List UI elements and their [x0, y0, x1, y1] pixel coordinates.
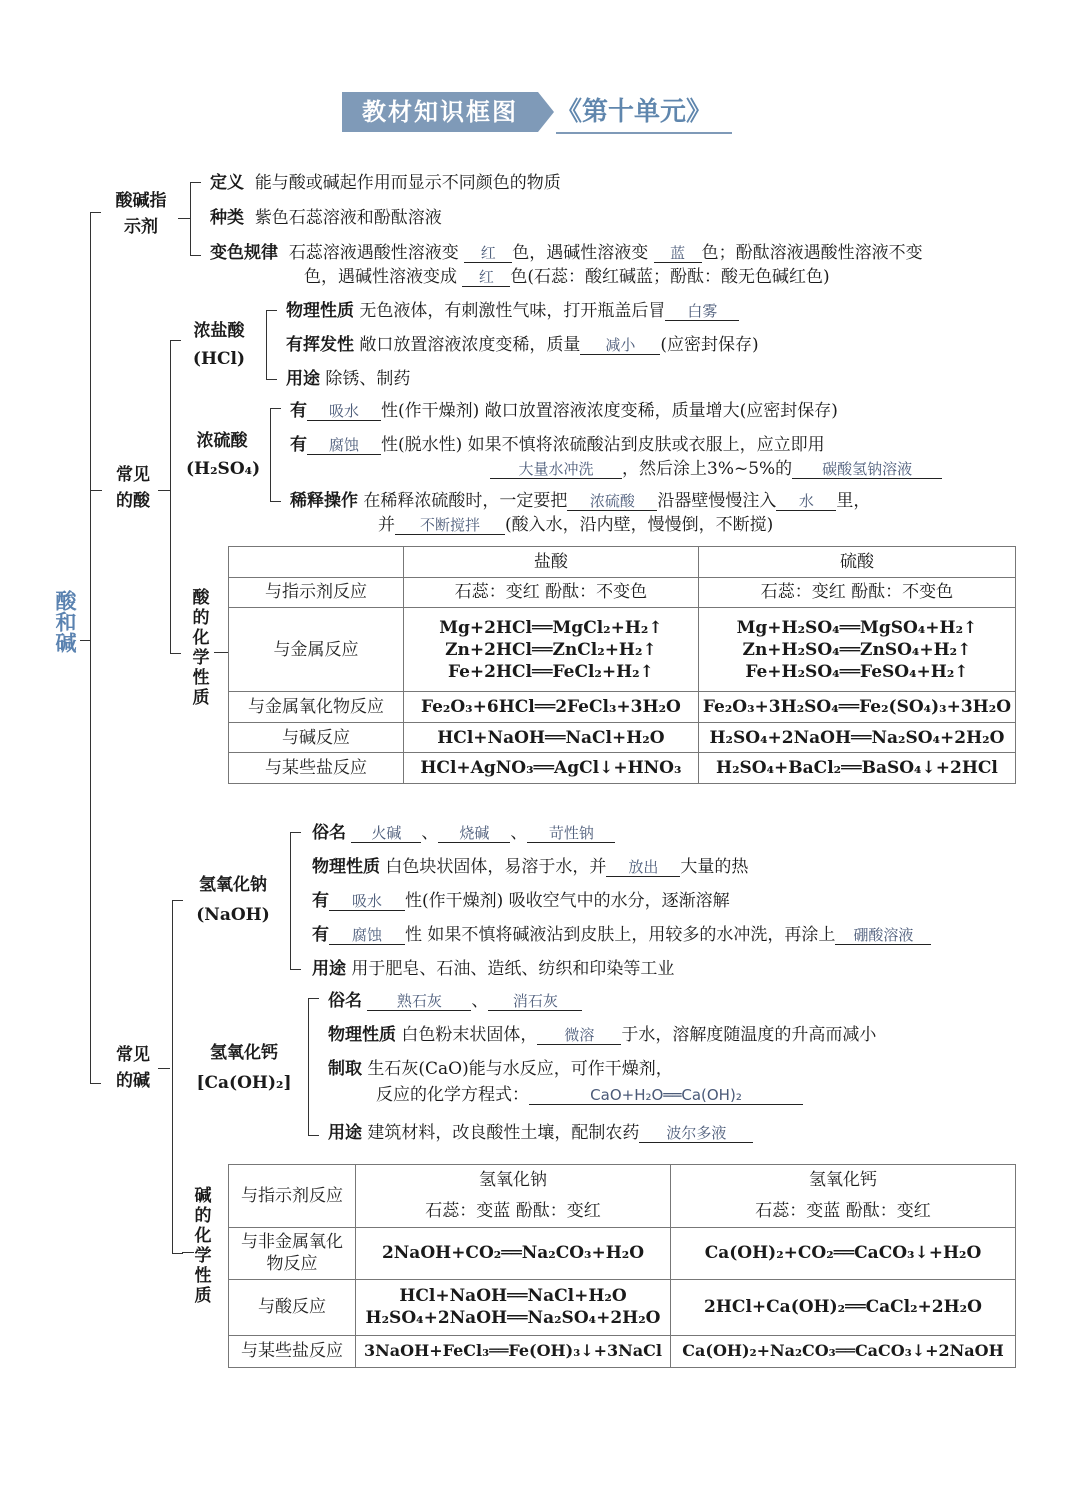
root-connector [80, 640, 90, 641]
table-cell [403, 608, 698, 692]
indicator-rule [210, 242, 923, 264]
indicator-rule-2 [304, 266, 830, 288]
hcl-l1-key: 物理性质 [286, 301, 354, 321]
indicator-bracket [190, 182, 201, 256]
bases-label: 常见的碱 [116, 1045, 150, 1091]
naoh-bracket [290, 832, 301, 970]
kind-text: 紫色石蕊溶液和酚酞溶液 [254, 208, 442, 228]
table-row [229, 692, 1016, 723]
row-header: 与金属反应 [229, 608, 404, 692]
rule-text-2: 色，遇碱性溶液变 [512, 243, 649, 263]
table-row [229, 608, 1016, 692]
row-header: 与某些盐反应 [229, 1335, 356, 1367]
hcl-bracket [266, 310, 277, 380]
naoh-label: 氢氧化钠 [199, 875, 267, 895]
table-cell [698, 608, 1015, 692]
caoh-formula: [Ca(OH)₂] [196, 1073, 292, 1093]
hcl-l2-text: 敞口放置溶液浓度变稀，质量 [359, 335, 581, 355]
naoh-blank-3: 苛性钠 [527, 824, 615, 843]
equation: 2NaOH+CO₂══Na₂CO₃+H₂O [356, 1227, 671, 1279]
acid-chem-label: 酸的化学性质 [192, 588, 210, 708]
root-label: 酸和碱 [53, 590, 77, 653]
rule-blank-1: 红 [464, 244, 512, 263]
row-header: 与金属氧化物反应 [229, 692, 404, 723]
caoh-blank-4: CaO+H₂O══Ca(OH)₂ [529, 1086, 803, 1105]
caoh-l5-key: 用途 [328, 1123, 362, 1143]
equation: Ca(OH)₂+Na₂CO₃══CaCO₃↓+2NaOH [671, 1335, 1016, 1367]
row-header: 与指示剂反应 [229, 577, 404, 608]
row-header: 与指示剂反应 [229, 1165, 356, 1228]
caoh-line-1 [328, 990, 582, 1012]
table-cell: 石蕊：变红 酚酞：不变色 [403, 577, 698, 608]
table-row [229, 547, 1016, 578]
caoh-line-4 [376, 1084, 803, 1106]
rule-text-5: 色(石蕊：酸红碱蓝；酚酞：酸无色碱红色) [510, 267, 830, 287]
hcl-l3-text: 除锈、制药 [325, 369, 411, 389]
equation: Fe₂O₃+3H₂SO₄══Fe₂(SO₄)₃+3H₂O [698, 692, 1015, 723]
caoh-sep: 、 [471, 991, 489, 1011]
row-header: 与碱反应 [229, 722, 404, 753]
h2so4-blank-6: 水 [776, 492, 836, 511]
def-key: 定义 [210, 173, 244, 193]
caoh-blank-3: 微溶 [537, 1026, 621, 1045]
row-header: 与酸反应 [229, 1279, 356, 1335]
caoh-l4-text: 反应的化学方程式： [376, 1085, 529, 1105]
caoh-line-3 [328, 1058, 673, 1080]
def-text: 能与酸或碱起作用而显示不同颜色的物质 [254, 173, 561, 193]
table-row [229, 1335, 1016, 1367]
equation: Fe₂O₃+6HCl══2FeCl₃+3H₂O [403, 692, 698, 723]
base-chem-connector [182, 1252, 194, 1253]
h2so4-blank-1: 吸水 [307, 402, 381, 421]
h2so4-l4-text: 在稀释浓硫酸时，一定要把 [363, 491, 568, 511]
equation: Mg+2HCl══MgCl₂+H₂↑ [439, 617, 663, 638]
h2so4-l4-key: 稀释操作 [290, 491, 358, 511]
base-properties-table [228, 1164, 1016, 1368]
caoh-line-5 [328, 1122, 753, 1144]
naoh-l1-key: 俗名 [312, 823, 346, 843]
equation: HCl+AgNO₃══AgCl↓+HNO₃ [403, 753, 698, 784]
equation: Fe+H₂SO₄══FeSO₄+H₂↑ [745, 661, 969, 682]
caoh-l1-key: 俗名 [328, 991, 362, 1011]
row-header: 与非金属氧化物反应 [229, 1227, 356, 1279]
hcl-formula: (HCl) [192, 349, 246, 369]
equation: HCl+NaOH══NaCl+H₂O [399, 1286, 627, 1307]
naoh-blank-2: 烧碱 [438, 824, 510, 843]
naoh-l2-key: 物理性质 [312, 857, 380, 877]
caoh-label: 氢氧化钙 [210, 1043, 278, 1063]
table-row [229, 753, 1016, 784]
table-header: 氢氧化钠 [356, 1165, 671, 1196]
naoh-blank-7: 硼酸溶液 [835, 926, 931, 945]
hcl-l1-text: 无色液体，有刺激性气味，打开瓶盖后冒 [359, 301, 666, 321]
naoh-l3-pre: 有 [312, 891, 329, 911]
unit-title: 《第十单元》 [556, 92, 732, 134]
table-cell [356, 1279, 671, 1335]
table-header: 盐酸 [403, 547, 698, 578]
hcl-label: 浓盐酸 [193, 321, 245, 341]
h2so4-l4-tail: 里， [836, 491, 871, 511]
kind-key: 种类 [210, 208, 244, 228]
h2so4-blank-2: 腐蚀 [307, 436, 381, 455]
naoh-l4-text: 性 如果不慎将碱液沾到皮肤上，用较多的水冲洗，再涂上 [405, 925, 836, 945]
h2so4-line-1 [290, 400, 838, 422]
table-row [229, 1165, 1016, 1196]
equation: H₂SO₄+2NaOH══Na₂SO₄+2H₂O [698, 722, 1015, 753]
h2so4-l1-text: 性(作干燥剂) 敞口放置溶液浓度变稀，质量增大(应密封保存) [381, 401, 838, 421]
bases-connector [158, 1068, 170, 1069]
naoh-blank-5: 吸水 [329, 892, 405, 911]
h2so4-bracket [270, 408, 281, 502]
table-cell: 石蕊：变蓝 酚酞：变红 [671, 1196, 1016, 1227]
naoh-formula: (NaOH) [196, 905, 270, 925]
caoh-bracket [308, 998, 319, 1136]
naoh-l5-text: 用于肥皂、石油、造纸、纺织和印染等工业 [351, 959, 675, 979]
table-row [229, 1227, 1016, 1279]
hcl-line-3 [286, 368, 410, 390]
h2so4-label: 浓硫酸 [196, 431, 248, 451]
base-chem-label: 碱的化学性质 [194, 1186, 212, 1306]
naoh-l5-key: 用途 [312, 959, 346, 979]
table-row [229, 1279, 1016, 1335]
caoh-l5-text: 建筑材料，改良酸性土壤，配制农药 [367, 1123, 640, 1143]
rule-blank-3: 红 [462, 268, 510, 287]
naoh-line-5 [312, 958, 674, 980]
equation: Ca(OH)₂+CO₂══CaCO₃↓+H₂O [671, 1227, 1016, 1279]
table-row [229, 722, 1016, 753]
naoh-l3-text: 性(作干燥剂) 吸收空气中的水分，逐渐溶解 [405, 891, 730, 911]
acids-bracket [170, 340, 181, 654]
caoh-blank-5: 波尔多液 [639, 1124, 753, 1143]
acids-label: 常见的酸 [116, 465, 150, 511]
table-corner [229, 547, 404, 578]
table-header: 氢氧化钙 [671, 1165, 1016, 1196]
naoh-line-1 [312, 822, 615, 844]
indicator-def [210, 172, 561, 194]
bases-bracket [172, 900, 183, 1254]
h2so4-line-3 [490, 458, 942, 480]
caoh-l3-text: 生石灰(CaO)能与水反应，可作干燥剂， [367, 1059, 673, 1079]
root-bracket [90, 212, 101, 1084]
acids-connector [158, 490, 170, 491]
caoh-l3-key: 制取 [328, 1059, 362, 1079]
acid-properties-table [228, 546, 1016, 784]
naoh-sep-2: 、 [510, 823, 528, 843]
table-cell: 石蕊：变蓝 酚酞：变红 [356, 1196, 671, 1227]
equation: 2HCl+Ca(OH)₂══CaCl₂+2H₂O [671, 1279, 1016, 1335]
row-header: 与某些盐反应 [229, 753, 404, 784]
caoh-l2-key: 物理性质 [328, 1025, 396, 1045]
table-row [229, 577, 1016, 608]
h2so4-l5-text: (酸入水，沿内壁，慢慢倒，不断搅) [505, 515, 774, 535]
h2so4-l2-pre: 有 [290, 435, 307, 455]
h2so4-line-4 [290, 490, 870, 512]
caoh-l2-tail: 于水，溶解度随温度的升高而减小 [621, 1025, 877, 1045]
naoh-line-3 [312, 890, 730, 912]
hcl-line-2 [286, 334, 759, 356]
hcl-l2-key: 有挥发性 [286, 335, 354, 355]
h2so4-l5-pre: 并 [378, 515, 395, 535]
rule-text-1: 石蕊溶液遇酸性溶液变 [288, 243, 459, 263]
naoh-l2-tail: 大量的热 [680, 857, 749, 877]
title-arrow-icon [538, 92, 554, 132]
hcl-blank-2: 减小 [580, 336, 660, 355]
equation: Zn+2HCl══ZnCl₂+H₂↑ [445, 639, 657, 660]
equation: 3NaOH+FeCl₃══Fe(OH)₃↓+3NaCl [356, 1335, 671, 1367]
caoh-blank-1: 熟石灰 [367, 992, 471, 1011]
equation: Mg+H₂SO₄══MgSO₄+H₂↑ [736, 617, 978, 638]
rule-text-3: 色；酚酞溶液遇酸性溶液不变 [701, 243, 923, 263]
equation: Fe+2HCl══FeCl₂+H₂↑ [447, 661, 654, 682]
hcl-line-1 [286, 300, 739, 322]
hcl-l2-tail: (应密封保存) [660, 335, 759, 355]
h2so4-line-2 [290, 434, 825, 456]
hcl-l3-key: 用途 [286, 369, 320, 389]
h2so4-l1-pre: 有 [290, 401, 307, 421]
naoh-blank-6: 腐蚀 [329, 926, 405, 945]
naoh-sep-1: 、 [421, 823, 439, 843]
naoh-blank-4: 放出 [606, 858, 680, 877]
indicator-connector [178, 218, 190, 219]
acid-connector [90, 490, 102, 491]
naoh-line-2 [312, 856, 748, 878]
h2so4-formula: (H₂SO₄) [186, 459, 261, 479]
h2so4-line-5 [378, 514, 773, 536]
h2so4-l4-mid: 沿器壁慢慢注入 [657, 491, 777, 511]
naoh-line-4 [312, 924, 931, 946]
h2so4-blank-3: 大量水冲洗 [490, 460, 622, 479]
rule-text-4: 色，遇碱性溶液变成 [304, 267, 457, 287]
h2so4-l3-text: ，然后涂上3%~5%的 [622, 459, 793, 479]
h2so4-l2-text: 性(脱水性) 如果不慎将浓硫酸沾到皮肤或衣服上，应立即用 [381, 435, 825, 455]
caoh-l2-text: 白色粉末状固体， [401, 1025, 538, 1045]
indicator-kind [210, 207, 442, 229]
indicator-label: 酸碱指示剂 [115, 191, 167, 237]
rule-blank-2: 蓝 [654, 244, 702, 263]
table-header: 硫酸 [698, 547, 1015, 578]
equation: H₂SO₄+BaCl₂══BaSO₄↓+2HCl [698, 753, 1015, 784]
h2so4-blank-4: 碳酸氢钠溶液 [792, 460, 942, 479]
caoh-line-2 [328, 1024, 876, 1046]
h2so4-blank-7: 不断搅拌 [395, 516, 505, 535]
h2so4-blank-5: 浓硫酸 [567, 492, 657, 511]
naoh-l2-text: 白色块状固体，易溶于水，并 [385, 857, 607, 877]
caoh-blank-2: 消石灰 [488, 992, 582, 1011]
rule-key: 变色规律 [210, 243, 278, 263]
page-title: 教材知识框图 [342, 92, 538, 132]
table-cell: 石蕊：变红 酚酞：不变色 [698, 577, 1015, 608]
naoh-blank-1: 火碱 [351, 824, 421, 843]
equation: HCl+NaOH══NaCl+H₂O [403, 722, 698, 753]
naoh-l4-pre: 有 [312, 925, 329, 945]
acid-chem-connector [214, 652, 228, 653]
hcl-blank-1: 白雾 [665, 302, 739, 321]
equation: Zn+H₂SO₄══ZnSO₄+H₂↑ [742, 639, 972, 660]
equation: H₂SO₄+2NaOH══Na₂SO₄+2H₂O [365, 1308, 661, 1329]
